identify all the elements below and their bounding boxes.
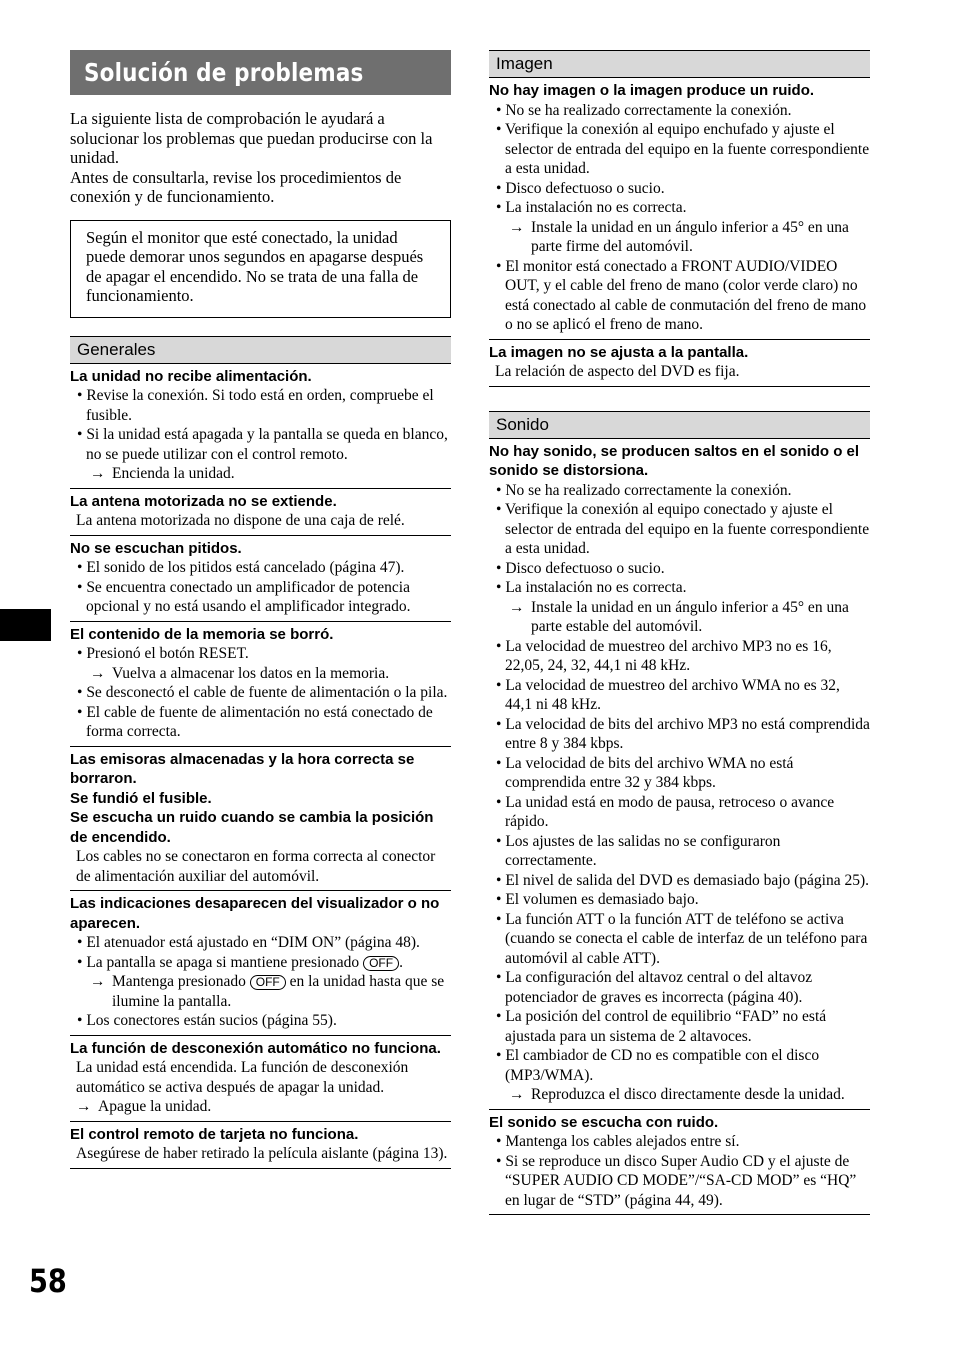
solution-bullet: • Disco defectuoso o sucio. [489, 179, 870, 199]
solution-text: Asegúrese de haber retirado la película aislante (página 13). [76, 1145, 448, 1162]
solution-text: . [399, 953, 403, 971]
solution-bullet: • La velocidad de bits del archivo MP3 no está comprendida entre 8 y 384 kbps. [489, 715, 870, 754]
arrow-icon: → [90, 465, 106, 482]
off-key-icon: OFF [250, 975, 286, 990]
page-number: 58 [29, 1262, 67, 1300]
note-box: Según el monitor que esté conectado, la unidad puede demorar unos segundos en apagarse después de apagar el encendido. No se trata de una falla de funcionamiento. [70, 220, 451, 318]
solution-bullet: • Mantenga los cables alejados entre sí. [489, 1132, 870, 1152]
solution-bullet: • La configuración del altavoz central o del altavoz potenciador de graves es incorrecta (página 40). [489, 968, 870, 1007]
solution-bullet: • Disco defectuoso o sucio. [489, 559, 870, 579]
problem-heading: No hay sonido, se producen saltos en el sonido o el sonido se distorsiona. [489, 442, 860, 479]
solution-text: La pantalla se apaga si mantiene presionado [86, 953, 360, 971]
solution-text: La antena motorizada no dispone de una caja de relé. [76, 512, 405, 529]
arrow-icon: → [509, 218, 525, 236]
solution-bullet: • No se ha realizado correctamente la conexión. [489, 101, 870, 121]
problem-no-beep [70, 536, 451, 622]
problem-no-sound [489, 439, 870, 1110]
solution-bullet: • Si se reproduce un disco Super Audio CD y el ajuste de “SUPER AUDIO CD MODE”/“SA-CD MOD” es “HQ” en lugar de “STD” (página 44, 49). [489, 1152, 870, 1211]
solution-bullet: • Presionó el botón RESET. [70, 644, 451, 664]
solution-bullet: • La velocidad de muestreo del archivo WMA no es 32, 44,1 ni 48 kHz. [489, 676, 870, 715]
solution-bullet: • No se ha realizado correctamente la conexión. [489, 481, 870, 501]
problem-heading: Se fundió el fusible. [70, 789, 212, 807]
remedy-line [489, 598, 870, 637]
solution-bullet: • El nivel de salida del DVD es demasiado bajo (página 25). [489, 871, 870, 891]
solution-bullet: • Se desconectó el cable de fuente de alimentación o la pila. [70, 683, 451, 703]
problem-heading: Se escucha un ruido cuando se cambia la posición de encendido. [70, 809, 434, 846]
problem-memory-erased [70, 622, 451, 747]
solution-bullet: • Revise la conexión. Si todo está en orden, compruebe el fusible. [70, 386, 451, 425]
solution-bullet: • El volumen es demasiado bajo. [489, 890, 870, 910]
problem-heading: No se escuchan pitidos. [70, 539, 242, 557]
solution-bullet: • La unidad está en modo de pausa, retroceso o avance rápido. [489, 793, 870, 832]
solution-bullet: • La función ATT o la función ATT de teléfono se activa (cuando se conecta el cable de interfaz de un teléfono para automóvil al cable ATT). [489, 910, 870, 969]
arrow-icon: → [509, 1086, 525, 1103]
solution-bullet: • Los conectores están sucios (página 55). [70, 1011, 451, 1031]
problem-heading: No hay imagen o la imagen produce un ruido. [489, 82, 815, 99]
problem-heading: El sonido se escucha con ruido. [489, 1113, 719, 1131]
remedy-line [70, 464, 451, 484]
problem-no-image [489, 78, 870, 340]
solution-bullet: • El monitor está conectado a FRONT AUDIO/VIDEO OUT, y el cable del freno de mano (color verde claro) no está conectado al cable de conmutación del freno de mano o no se aplicó el freno de mano. [489, 257, 870, 335]
remedy-line [489, 218, 870, 257]
solution-bullet: • La instalación no es correcta. [489, 198, 870, 218]
problem-remote [70, 1122, 451, 1169]
remedy-line [70, 664, 451, 684]
solution-bullet: • El atenuador está ajustado en “DIM ON” (página 48). [70, 933, 451, 953]
remedy-text: Apague la unidad. [98, 1098, 212, 1115]
solution-bullet: • La instalación no es correcta. [489, 578, 870, 598]
remedy-text: Instale la unidad en un ángulo inferior a 45° en una parte estable del automóvil. [531, 598, 849, 635]
intro-paragraph-2: Antes de consultarla, revise los procedimientos de conexión y de funcionamiento. [70, 167, 402, 206]
solution-bullet: • Los ajustes de las salidas no se configuraron correctamente. [489, 832, 870, 871]
remedy-text: en la unidad hasta que se ilumine la pantalla. [112, 973, 445, 1010]
problem-heading: La imagen no se ajusta a la pantalla. [489, 343, 749, 361]
solution-bullet: • Se encuentra conectado un amplificador de potencia opcional y no está usando el amplificador integrado. [70, 578, 451, 617]
solution-bullet: • El sonido de los pitidos está cancelado (página 47). [70, 558, 451, 578]
arrow-icon: → [90, 664, 106, 682]
solution-text: Los cables no se conectaron en forma correcta al conector de alimentación auxiliar del automóvil. [76, 848, 436, 885]
section-tab-marker [0, 609, 51, 641]
problem-heading: La función de desconexión automático no funciona. [70, 1039, 441, 1057]
solution-bullet [70, 953, 451, 973]
title-bar [70, 50, 451, 95]
remedy-line [70, 1097, 451, 1117]
arrow-icon: → [76, 1098, 92, 1115]
problem-heading: Las indicaciones desaparecen del visualizador o no aparecen. [70, 895, 440, 932]
solution-bullet: • Verifique la conexión al equipo enchufado y ajuste el selector de entrada del equipo en la fuente correspondiente a esta unidad. [489, 120, 870, 179]
solution-text: La unidad está encendida. La función de desconexión automático se activa después de apagar la unidad. [76, 1059, 409, 1096]
section-header-sound: Sonido [489, 411, 870, 439]
remedy-line [489, 1085, 870, 1105]
left-column [70, 50, 451, 1169]
problem-display [70, 891, 451, 1036]
arrow-icon: → [90, 973, 106, 990]
problem-stations-erased [70, 747, 451, 892]
remedy-text: Instale la unidad en un ángulo inferior a 45° en una parte firme del automóvil. [531, 218, 849, 255]
solution-bullet: • La velocidad de bits del archivo WMA no está comprendida entre 32 y 384 kbps. [489, 754, 870, 793]
solution-bullet: • Verifique la conexión al equipo conectado y ajuste el selector de entrada del equipo en la fuente correspondiente a esta unidad. [489, 500, 870, 559]
problem-noise [489, 1110, 870, 1216]
problem-no-power [70, 364, 451, 489]
problem-heading: El control remoto de tarjeta no funciona. [70, 1125, 359, 1143]
section-header-image: Imagen [489, 50, 870, 78]
problem-antenna [70, 489, 451, 536]
problem-heading: La antena motorizada no se extiende. [70, 492, 337, 510]
problem-heading: La unidad no recibe alimentación. [70, 367, 312, 385]
problem-heading: El contenido de la memoria se borró. [70, 625, 334, 643]
page-title: Solución de problemas [84, 58, 364, 87]
solution-text: La relación de aspecto del DVD es fija. [495, 363, 740, 380]
solution-bullet: • El cambiador de CD no es compatible con el disco (MP3/WMA). [489, 1046, 870, 1085]
remedy-text: Encienda la unidad. [112, 465, 235, 482]
section-header-general: Generales [70, 336, 451, 364]
remedy-text: Reproduzca el disco directamente desde la unidad. [531, 1086, 845, 1103]
solution-bullet: • El cable de fuente de alimentación no está conectado de forma correcta. [70, 703, 451, 742]
right-column [489, 50, 870, 1215]
solution-bullet: • La velocidad de muestreo del archivo MP3 no es 16, 22,05, 24, 32, 44,1 ni 48 kHz. [489, 637, 870, 676]
problem-heading: Las emisoras almacenadas y la hora correcta se borraron. [70, 750, 415, 787]
arrow-icon: → [509, 598, 525, 616]
solution-bullet: • Si la unidad está apagada y la pantalla se queda en blanco, no se puede utilizar con el control remoto. [70, 425, 451, 464]
remedy-text: Vuelva a almacenar los datos en la memoria. [112, 664, 390, 682]
problem-auto-off [70, 1036, 451, 1122]
problem-image-fit [489, 340, 870, 387]
off-key-icon: OFF [363, 956, 399, 971]
remedy-line [70, 972, 451, 1011]
intro-paragraph-1: La siguiente lista de comprobación le ayudará a solucionar los problemas que puedan producirse con la unidad. [70, 109, 433, 167]
solution-bullet: • La posición del control de equilibrio “FAD” no está ajustada para un sistema de 2 altavoces. [489, 1007, 870, 1046]
remedy-text: Mantenga presionado [112, 973, 246, 990]
